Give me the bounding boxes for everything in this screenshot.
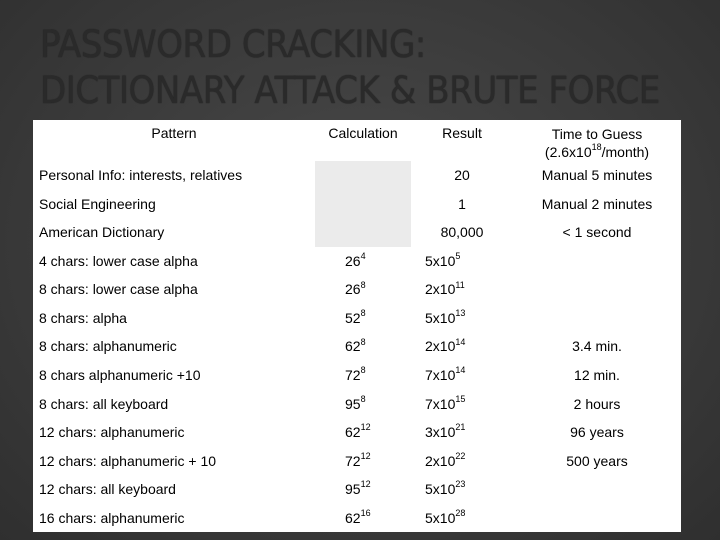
cell-calculation: $72^{12}$ [345,450,371,469]
cell-pattern: 8 chars alphanumeric +10 [39,366,201,383]
table-row [33,218,681,247]
cell-time-to-guess [513,275,681,304]
table-row [33,190,681,219]
cell-time-to-guess: 12 min. [574,366,620,383]
cell-calculation: $72^8$ [345,365,366,383]
cell-result: 20 [454,167,470,184]
cell-calculation: $62^{16}$ [345,508,371,526]
table-row [33,361,681,390]
cell-pattern: Personal Info: interests, relatives [39,167,243,184]
cell-calculation: $62^{12}$ [345,422,371,441]
cell-pattern: 4 chars: lower case alpha [39,252,198,269]
cell-result: $5x10^{28}$ [425,508,466,526]
table-row [33,304,681,333]
cell-pattern: 16 chars: alphanumeric [39,509,185,526]
cell-calculation [315,218,411,247]
table-row [33,332,681,361]
cell-result: $2x10^{14}$ [425,336,466,355]
cell-calculation: $95^{12}$ [345,479,371,498]
cell-time-to-guess [513,304,681,333]
cell-time-to-guess: Manual 5 minutes [541,167,653,184]
cell-pattern: 12 chars: alphanumeric [39,424,185,441]
header-row [33,120,681,161]
cell-result: $2x10^{22}$ [425,450,466,469]
cell-pattern: 12 chars: alphanumeric + 10 [39,452,217,469]
cell-result: $5x10^{23}$ [425,479,466,498]
cell-calculation: $26^8$ [345,279,366,298]
header-result: Result [442,125,482,141]
cell-calculation: $95^8$ [345,393,366,412]
table-row [33,475,681,504]
table-row [33,275,681,304]
password-cracking-table [33,120,681,532]
cell-pattern: 12 chars: all keyboard [39,481,176,498]
table-row [33,247,681,276]
cell-result: 1 [458,195,466,212]
title-line-2: DICTIONARY ATTACK & BRUTE FORCE [40,69,660,112]
cell-time-to-guess [513,247,681,276]
table-row [33,503,681,532]
table-row [33,389,681,418]
header-time-label: Time to Guess [551,126,643,142]
cell-result: $7x10^{14}$ [425,365,466,383]
header-pattern: Pattern [151,125,197,141]
cell-calculation: $52^8$ [345,308,366,326]
cell-pattern: Social Engineering [39,195,156,212]
cell-pattern: 8 chars: lower case alpha [39,281,198,298]
title-line-1: PASSWORD CRACKING: [40,23,426,66]
cell-pattern: 8 chars: all keyboard [39,395,169,412]
cell-time-to-guess: 3.4 min. [572,338,622,355]
cell-calculation [315,161,411,190]
table-row [33,446,681,475]
cell-result: $2x10^{11}$ [425,279,465,298]
cell-time-to-guess [513,503,681,532]
header-time-to-guess [513,120,681,161]
slide-title [40,22,660,114]
cell-result: $7x10^{15}$ [425,393,466,412]
cell-pattern: American Dictionary [39,224,165,241]
cell-time-to-guess [513,475,681,504]
cell-time-to-guess: 500 years [566,452,628,469]
cell-pattern: 8 chars: alphanumeric [39,338,177,355]
cell-result: $5x10^{13}$ [425,308,466,326]
header-calculation: Calculation [328,125,398,141]
cell-result: $3x10^{21}$ [425,422,466,441]
cell-result: $5x10^5$ [425,251,461,269]
table-row [33,418,681,447]
cell-calculation [315,190,411,219]
cell-result: 80,000 [440,224,484,241]
cell-time-to-guess: 96 years [570,424,624,441]
cell-time-to-guess: 2 hours [573,395,621,412]
cell-time-to-guess: Manual 2 minutes [541,195,653,212]
cell-pattern: 8 chars: alpha [39,309,127,326]
header-time-sub: $(2.6x10^{18}/month)$ [544,142,650,160]
cell-calculation: $62^8$ [345,336,366,355]
cell-time-to-guess: < 1 second [562,224,632,241]
table-row [33,161,681,190]
cell-calculation: $26^4$ [345,251,366,269]
